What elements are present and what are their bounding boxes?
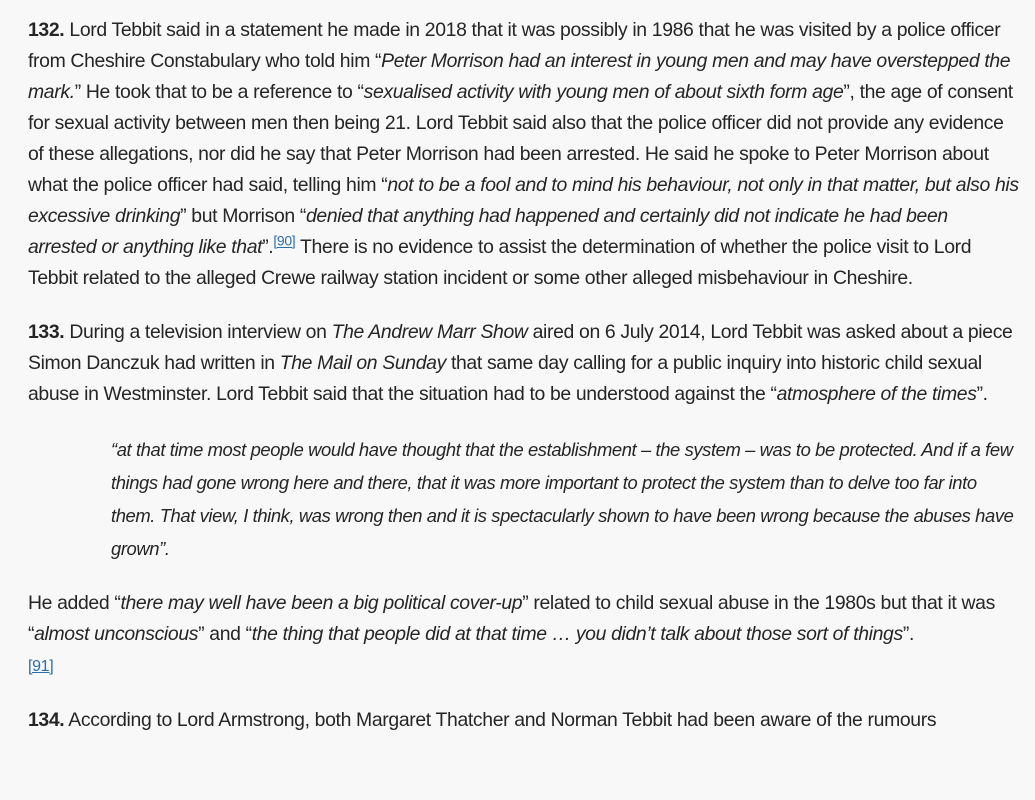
paragraph-text: ”.	[262, 236, 274, 258]
paragraph-text: ” He took that to be a reference to “	[74, 81, 364, 103]
paragraph-132	[28, 15, 1021, 294]
footnote-link-90[interactable]: [90]	[273, 232, 296, 249]
quote-text: almost unconscious	[34, 623, 199, 645]
paragraph-text: ” but Morrison “	[180, 205, 306, 227]
paragraph-text: During a television interview on	[64, 321, 332, 343]
paragraph-text: ” related to child sexual abuse in the 1980s but that it was “	[28, 592, 995, 645]
quote-text: denied that anything had happened and certainly did not indicate he had been arrested or anything like that	[28, 205, 948, 258]
paragraph-text: ”.	[976, 383, 988, 405]
paragraph-134	[28, 705, 1021, 736]
paragraph-133	[28, 317, 1021, 410]
footnote-link-91[interactable]: [91]	[28, 658, 54, 675]
paragraph-number: 132.	[28, 19, 65, 41]
paragraph-text: According to Lord Armstrong, both Margaret Thatcher and Norman Tebbit had been aware of the rumours	[64, 709, 937, 731]
show-title: The Andrew Marr Show	[331, 321, 528, 343]
paragraph-text: ”, the age of consent for sexual activity between men then being 21. Lord Tebbit said also that the police officer did not provide any evidence of these allegations, nor did he say that Peter Morrison had been arrested. He said he spoke to Peter Morrison about what the police officer had said, telling him “	[28, 81, 1013, 196]
paragraph-text: ”.	[902, 623, 914, 645]
paragraph-number: 134.	[28, 709, 65, 731]
quote-text: not to be a fool and to mind his behaviour, not only in that matter, but also his excessive drinking	[28, 174, 1019, 227]
quote-text: Peter Morrison had an interest in young men and may have overstepped the mark.	[28, 50, 1011, 103]
paragraph-text: Lord Tebbit said in a statement he made in 2018 that it was possibly in 1986 that he was visited by a police officer from Cheshire Constabulary who told him “	[28, 19, 1001, 72]
paragraph-number: 133.	[28, 321, 65, 343]
quote-text: the thing that people did at that time … you didn’t talk about those sort of things	[251, 623, 903, 645]
paragraph-text: that same day calling for a public inquiry into historic child sexual abuse in Westminster. Lord Tebbit said that the situation had to be understood against the “	[28, 352, 982, 405]
newspaper-title: The Mail on Sunday	[279, 352, 446, 374]
quote-text: there may well have been a big political cover-up	[120, 592, 523, 614]
quote-text: atmosphere of the times	[776, 383, 977, 405]
quote-text: sexualised activity with young men of about sixth form age	[363, 81, 844, 103]
paragraph-text: aired on 6 July 2014, Lord Tebbit was asked about a piece Simon Danczuk had written in	[28, 321, 1013, 374]
paragraph-text: ” and “	[198, 623, 252, 645]
paragraph-text: He added “	[28, 592, 121, 614]
paragraph-added	[28, 588, 1021, 682]
paragraph-text: There is no evidence to assist the determination of whether the police visit to Lord Tebbit related to the alleged Crewe railway station incident or some other alleged misbehaviour in Cheshire.	[28, 236, 972, 289]
block-quote: “at that time most people would have thought that the establishment – the system – was to be protected. And if a few things had gone wrong here and there, that it was more important to protect the system than to delve too far into them. That view, I think, was wrong then and it is spectacularly shown to have been wrong because the abuses have grown”.	[111, 439, 1014, 559]
